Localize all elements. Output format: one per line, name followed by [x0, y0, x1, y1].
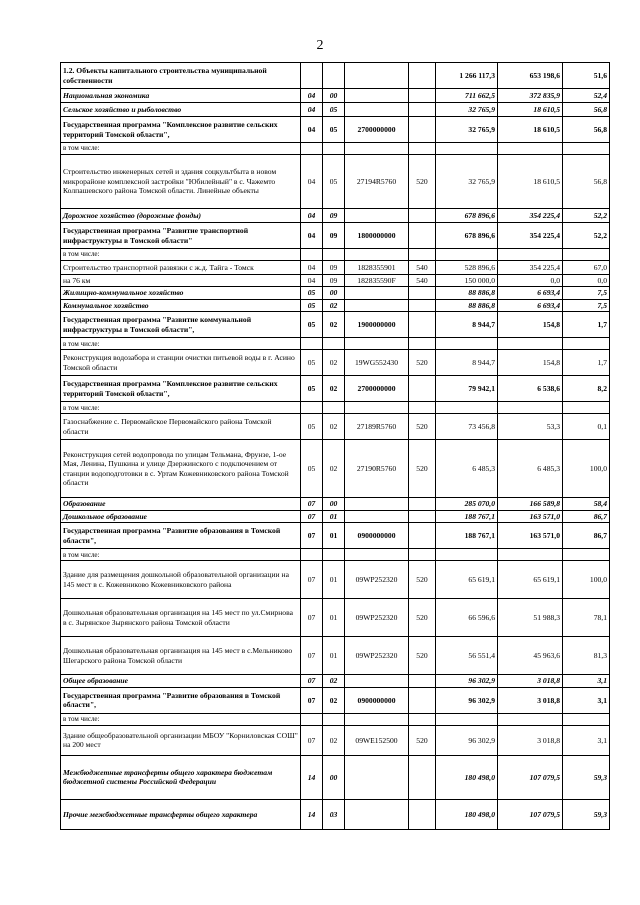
target-article-cell — [345, 549, 409, 561]
actual-amount-cell: 6 693,4 — [498, 287, 563, 299]
plan-amount-cell: 32 765,9 — [436, 155, 498, 209]
actual-amount-cell: 354 225,4 — [498, 223, 563, 249]
row-name-cell: Коммунальное хозяйство — [61, 299, 301, 311]
plan-amount-cell — [436, 249, 498, 261]
percent-cell: 51,6 — [563, 63, 610, 89]
section-code-cell: 07 — [301, 637, 323, 675]
target-article-cell — [345, 287, 409, 299]
subsection-code-cell: 09 — [323, 275, 345, 287]
plan-amount-cell: 66 596,6 — [436, 599, 498, 637]
row-name-cell: Дошкольная образовательная организация на 145 мест по ул.Смирнова в с. Зырянское Зырянского района Томской области — [61, 599, 301, 637]
plan-amount-cell: 79 942,1 — [436, 376, 498, 402]
section-code-cell: 04 — [301, 155, 323, 209]
table-row — [61, 299, 610, 311]
plan-amount-cell: 65 619,1 — [436, 561, 498, 599]
percent-cell — [563, 249, 610, 261]
subsection-code-cell — [323, 402, 345, 414]
expense-type-cell: 520 — [409, 725, 436, 755]
actual-amount-cell — [498, 549, 563, 561]
percent-cell: 3,1 — [563, 675, 610, 687]
row-name-cell: на 76 км — [61, 275, 301, 287]
actual-amount-cell: 18 610,5 — [498, 103, 563, 117]
percent-cell: 67,0 — [563, 261, 610, 275]
actual-amount-cell: 6 538,6 — [498, 376, 563, 402]
plan-amount-cell — [436, 338, 498, 350]
target-article-cell: 27194R5760 — [345, 155, 409, 209]
section-code-cell — [301, 549, 323, 561]
actual-amount-cell: 3 018,8 — [498, 675, 563, 687]
expense-type-cell: 520 — [409, 350, 436, 376]
actual-amount-cell: 354 225,4 — [498, 209, 563, 223]
section-code-cell: 05 — [301, 414, 323, 440]
percent-cell: 56,8 — [563, 117, 610, 143]
subsection-code-cell: 02 — [323, 725, 345, 755]
expense-type-cell — [409, 143, 436, 155]
section-code-cell: 07 — [301, 498, 323, 510]
section-code-cell: 14 — [301, 799, 323, 829]
percent-cell: 58,4 — [563, 498, 610, 510]
section-code-cell: 14 — [301, 755, 323, 799]
section-code-cell — [301, 143, 323, 155]
target-article-cell: 09WP252320 — [345, 637, 409, 675]
expense-type-cell: 540 — [409, 275, 436, 287]
percent-cell — [563, 549, 610, 561]
table-row — [61, 755, 610, 799]
percent-cell: 100,0 — [563, 561, 610, 599]
actual-amount-cell: 6 485,3 — [498, 440, 563, 498]
expense-type-cell: 520 — [409, 440, 436, 498]
plan-amount-cell: 6 485,3 — [436, 440, 498, 498]
percent-cell: 52,2 — [563, 223, 610, 249]
target-article-cell: 1828355901 — [345, 261, 409, 275]
plan-amount-cell: 8 944,7 — [436, 350, 498, 376]
target-article-cell — [345, 209, 409, 223]
plan-amount-cell: 8 944,7 — [436, 312, 498, 338]
table-row — [61, 523, 610, 549]
row-name-cell: Государственная программа "Развитие образования в Томской области", — [61, 523, 301, 549]
expense-type-cell — [409, 510, 436, 522]
target-article-cell: 09WE152500 — [345, 725, 409, 755]
actual-amount-cell: 3 018,8 — [498, 687, 563, 713]
expense-type-cell — [409, 287, 436, 299]
target-article-cell: 0900000000 — [345, 523, 409, 549]
section-code-cell: 05 — [301, 299, 323, 311]
subsection-code-cell: 00 — [323, 498, 345, 510]
actual-amount-cell: 166 589,8 — [498, 498, 563, 510]
expense-type-cell: 520 — [409, 599, 436, 637]
section-code-cell — [301, 713, 323, 725]
plan-amount-cell — [436, 713, 498, 725]
row-name-cell: Здание для размещения дошкольной образовательной организации на 145 мест в с. Кожевниково Кожевниковского района — [61, 561, 301, 599]
section-code-cell: 07 — [301, 523, 323, 549]
row-name-cell: Дошкольное образование — [61, 510, 301, 522]
table-row — [61, 63, 610, 89]
target-article-cell — [345, 63, 409, 89]
section-code-cell — [301, 249, 323, 261]
percent-cell: 52,2 — [563, 209, 610, 223]
actual-amount-cell — [498, 249, 563, 261]
expense-type-cell: 540 — [409, 261, 436, 275]
target-article-cell — [345, 713, 409, 725]
actual-amount-cell: 163 571,0 — [498, 510, 563, 522]
actual-amount-cell: 6 693,4 — [498, 299, 563, 311]
expense-type-cell — [409, 249, 436, 261]
percent-cell: 81,3 — [563, 637, 610, 675]
subsection-code-cell: 09 — [323, 261, 345, 275]
row-name-cell: в том числе: — [61, 402, 301, 414]
plan-amount-cell: 1 266 117,3 — [436, 63, 498, 89]
percent-cell: 78,1 — [563, 599, 610, 637]
row-name-cell: Общее образование — [61, 675, 301, 687]
expense-type-cell — [409, 498, 436, 510]
target-article-cell — [345, 103, 409, 117]
section-code-cell: 05 — [301, 350, 323, 376]
subsection-code-cell: 05 — [323, 117, 345, 143]
plan-amount-cell — [436, 402, 498, 414]
plan-amount-cell: 285 070,0 — [436, 498, 498, 510]
expense-type-cell — [409, 338, 436, 350]
expense-type-cell — [409, 223, 436, 249]
target-article-cell: 1900000000 — [345, 312, 409, 338]
subsection-code-cell: 02 — [323, 376, 345, 402]
percent-cell: 56,8 — [563, 155, 610, 209]
actual-amount-cell: 45 963,6 — [498, 637, 563, 675]
section-code-cell: 07 — [301, 599, 323, 637]
actual-amount-cell: 154,8 — [498, 350, 563, 376]
actual-amount-cell: 18 610,5 — [498, 155, 563, 209]
subsection-code-cell: 02 — [323, 687, 345, 713]
section-code-cell: 04 — [301, 103, 323, 117]
row-name-cell: 1.2. Объекты капитального строительства муниципальной собственности — [61, 63, 301, 89]
expense-type-cell — [409, 523, 436, 549]
actual-amount-cell: 3 018,8 — [498, 725, 563, 755]
table-row — [61, 275, 610, 287]
expense-type-cell — [409, 799, 436, 829]
target-article-cell: 09WP252320 — [345, 599, 409, 637]
percent-cell: 59,3 — [563, 799, 610, 829]
subsection-code-cell: 01 — [323, 510, 345, 522]
actual-amount-cell: 107 079,5 — [498, 755, 563, 799]
table-row — [61, 287, 610, 299]
expense-type-cell — [409, 376, 436, 402]
plan-amount-cell: 96 302,9 — [436, 725, 498, 755]
plan-amount-cell: 88 886,8 — [436, 287, 498, 299]
table-row — [61, 376, 610, 402]
table-row — [61, 117, 610, 143]
subsection-code-cell: 05 — [323, 155, 345, 209]
target-article-cell — [345, 498, 409, 510]
row-name-cell: Государственная программа "Комплексное развитие сельских территорий Томской области", — [61, 117, 301, 143]
plan-amount-cell — [436, 143, 498, 155]
expense-type-cell — [409, 312, 436, 338]
row-name-cell: Здание общеобразовательной организации МБОУ "Корниловская СОШ" на 200 мест — [61, 725, 301, 755]
subsection-code-cell: 01 — [323, 523, 345, 549]
target-article-cell: 0900000000 — [345, 687, 409, 713]
plan-amount-cell: 96 302,9 — [436, 675, 498, 687]
section-code-cell: 05 — [301, 376, 323, 402]
target-article-cell: 09WP252320 — [345, 561, 409, 599]
plan-amount-cell: 73 456,8 — [436, 414, 498, 440]
table-row — [61, 223, 610, 249]
plan-amount-cell: 188 767,1 — [436, 523, 498, 549]
actual-amount-cell: 163 571,0 — [498, 523, 563, 549]
plan-amount-cell: 188 767,1 — [436, 510, 498, 522]
table-row — [61, 143, 610, 155]
table-row — [61, 713, 610, 725]
table-row — [61, 249, 610, 261]
plan-amount-cell: 32 765,9 — [436, 117, 498, 143]
row-name-cell: Государственная программа "Комплексное развитие сельских территорий Томской области", — [61, 376, 301, 402]
table-row — [61, 599, 610, 637]
section-code-cell: 07 — [301, 687, 323, 713]
percent-cell: 0,0 — [563, 275, 610, 287]
section-code-cell: 07 — [301, 675, 323, 687]
actual-amount-cell — [498, 713, 563, 725]
subsection-code-cell — [323, 63, 345, 89]
actual-amount-cell — [498, 402, 563, 414]
row-name-cell: Государственная программа "Развитие транспортной инфраструктуры в Томской области" — [61, 223, 301, 249]
expense-type-cell — [409, 103, 436, 117]
subsection-code-cell: 02 — [323, 312, 345, 338]
target-article-cell — [345, 338, 409, 350]
target-article-cell — [345, 143, 409, 155]
actual-amount-cell: 0,0 — [498, 275, 563, 287]
expense-type-cell — [409, 755, 436, 799]
table-row — [61, 725, 610, 755]
plan-amount-cell: 96 302,9 — [436, 687, 498, 713]
percent-cell: 3,1 — [563, 725, 610, 755]
page-number: 2 — [316, 38, 324, 53]
percent-cell: 86,7 — [563, 510, 610, 522]
row-name-cell: Дошкольная образовательная организация на 145 мест в с.Мельниково Шегарского района Томской области — [61, 637, 301, 675]
target-article-cell: 2700000000 — [345, 117, 409, 143]
subsection-code-cell: 01 — [323, 561, 345, 599]
table-row — [61, 414, 610, 440]
actual-amount-cell: 65 619,1 — [498, 561, 563, 599]
expense-type-cell — [409, 675, 436, 687]
section-code-cell: 05 — [301, 312, 323, 338]
target-article-cell: 1800000000 — [345, 223, 409, 249]
row-name-cell: Строительство транспортной развязки с ж.д. Тайга - Томск — [61, 261, 301, 275]
table-row — [61, 209, 610, 223]
table-row — [61, 350, 610, 376]
percent-cell: 7,5 — [563, 287, 610, 299]
budget-table — [60, 62, 610, 830]
percent-cell: 0,1 — [563, 414, 610, 440]
subsection-code-cell: 03 — [323, 799, 345, 829]
percent-cell: 7,5 — [563, 299, 610, 311]
expense-type-cell — [409, 299, 436, 311]
expense-type-cell — [409, 713, 436, 725]
table-row — [61, 675, 610, 687]
table-row — [61, 799, 610, 829]
plan-amount-cell: 88 886,8 — [436, 299, 498, 311]
row-name-cell: Межбюджетные трансферты общего характера бюджетам бюджетной системы Российской Федерации — [61, 755, 301, 799]
actual-amount-cell: 653 198,6 — [498, 63, 563, 89]
row-name-cell: в том числе: — [61, 549, 301, 561]
percent-cell: 1,7 — [563, 350, 610, 376]
expense-type-cell: 520 — [409, 637, 436, 675]
section-code-cell: 07 — [301, 725, 323, 755]
actual-amount-cell: 354 225,4 — [498, 261, 563, 275]
table-row — [61, 155, 610, 209]
row-name-cell: Дорожное хозяйство (дорожные фонды) — [61, 209, 301, 223]
section-code-cell — [301, 402, 323, 414]
percent-cell: 56,8 — [563, 103, 610, 117]
expense-type-cell — [409, 209, 436, 223]
table-row — [61, 498, 610, 510]
section-code-cell: 07 — [301, 561, 323, 599]
row-name-cell: Образование — [61, 498, 301, 510]
table-row — [61, 312, 610, 338]
section-code-cell: 04 — [301, 117, 323, 143]
subsection-code-cell: 02 — [323, 350, 345, 376]
table-row — [61, 402, 610, 414]
row-name-cell: в том числе: — [61, 713, 301, 725]
target-article-cell: 27190R5760 — [345, 440, 409, 498]
target-article-cell — [345, 89, 409, 103]
section-code-cell: 05 — [301, 287, 323, 299]
target-article-cell — [345, 249, 409, 261]
row-name-cell: Государственная программа "Развитие коммунальной инфраструктуры в Томской области", — [61, 312, 301, 338]
actual-amount-cell — [498, 143, 563, 155]
actual-amount-cell: 51 988,3 — [498, 599, 563, 637]
row-name-cell: Прочие межбюджетные трансферты общего характера — [61, 799, 301, 829]
expense-type-cell — [409, 549, 436, 561]
expense-type-cell: 520 — [409, 561, 436, 599]
subsection-code-cell: 02 — [323, 299, 345, 311]
table-row — [61, 510, 610, 522]
plan-amount-cell: 711 662,5 — [436, 89, 498, 103]
subsection-code-cell: 09 — [323, 223, 345, 249]
subsection-code-cell: 05 — [323, 103, 345, 117]
plan-amount-cell: 528 896,6 — [436, 261, 498, 275]
row-name-cell: Газоснабжение с. Первомайское Первомайского района Томской области — [61, 414, 301, 440]
expense-type-cell: 520 — [409, 414, 436, 440]
actual-amount-cell — [498, 338, 563, 350]
plan-amount-cell: 56 551,4 — [436, 637, 498, 675]
percent-cell — [563, 338, 610, 350]
target-article-cell — [345, 675, 409, 687]
plan-amount-cell: 150 000,0 — [436, 275, 498, 287]
subsection-code-cell: 01 — [323, 599, 345, 637]
subsection-code-cell: 00 — [323, 287, 345, 299]
actual-amount-cell: 18 610,5 — [498, 117, 563, 143]
row-name-cell: в том числе: — [61, 338, 301, 350]
table-row — [61, 637, 610, 675]
table-row — [61, 338, 610, 350]
expense-type-cell — [409, 117, 436, 143]
table-row — [61, 261, 610, 275]
expense-type-cell — [409, 63, 436, 89]
percent-cell: 52,4 — [563, 89, 610, 103]
actual-amount-cell: 154,8 — [498, 312, 563, 338]
table-row — [61, 89, 610, 103]
target-article-cell — [345, 299, 409, 311]
target-article-cell: 182835590F — [345, 275, 409, 287]
section-code-cell — [301, 338, 323, 350]
section-code-cell: 04 — [301, 223, 323, 249]
table-row — [61, 440, 610, 498]
section-code-cell: 04 — [301, 275, 323, 287]
percent-cell: 8,2 — [563, 376, 610, 402]
actual-amount-cell: 107 079,5 — [498, 799, 563, 829]
row-name-cell: Сельское хозяйство и рыболовство — [61, 103, 301, 117]
subsection-code-cell — [323, 713, 345, 725]
percent-cell: 59,3 — [563, 755, 610, 799]
section-code-cell: 04 — [301, 209, 323, 223]
target-article-cell — [345, 755, 409, 799]
target-article-cell — [345, 510, 409, 522]
plan-amount-cell — [436, 549, 498, 561]
section-code-cell — [301, 63, 323, 89]
target-article-cell: 2700000000 — [345, 376, 409, 402]
plan-amount-cell: 32 765,9 — [436, 103, 498, 117]
subsection-code-cell — [323, 249, 345, 261]
percent-cell — [563, 143, 610, 155]
subsection-code-cell: 02 — [323, 414, 345, 440]
target-article-cell — [345, 799, 409, 829]
expense-type-cell — [409, 687, 436, 713]
percent-cell: 86,7 — [563, 523, 610, 549]
expense-type-cell: 520 — [409, 155, 436, 209]
table-row — [61, 549, 610, 561]
actual-amount-cell: 53,3 — [498, 414, 563, 440]
subsection-code-cell: 00 — [323, 755, 345, 799]
row-name-cell: Национальная экономика — [61, 89, 301, 103]
target-article-cell: 19WG552430 — [345, 350, 409, 376]
percent-cell: 100,0 — [563, 440, 610, 498]
subsection-code-cell — [323, 549, 345, 561]
expense-type-cell — [409, 89, 436, 103]
percent-cell: 3,1 — [563, 687, 610, 713]
section-code-cell: 07 — [301, 510, 323, 522]
plan-amount-cell: 678 896,6 — [436, 223, 498, 249]
plan-amount-cell: 180 498,0 — [436, 799, 498, 829]
subsection-code-cell: 09 — [323, 209, 345, 223]
table-row — [61, 103, 610, 117]
subsection-code-cell: 02 — [323, 440, 345, 498]
table-row — [61, 687, 610, 713]
expense-type-cell — [409, 402, 436, 414]
actual-amount-cell: 372 835,9 — [498, 89, 563, 103]
section-code-cell: 04 — [301, 89, 323, 103]
table-row — [61, 561, 610, 599]
target-article-cell: 27189R5760 — [345, 414, 409, 440]
plan-amount-cell: 180 498,0 — [436, 755, 498, 799]
subsection-code-cell: 01 — [323, 637, 345, 675]
target-article-cell — [345, 402, 409, 414]
percent-cell — [563, 713, 610, 725]
row-name-cell: Реконструкция сетей водопровода по улицам Тельмана, Фрунзе, 1-ое Мая, Ленина, Пушкина и улице Дзержинского с подключением от станции водоподготовки в с. Уртам Кожевниковского района Томской области — [61, 440, 301, 498]
row-name-cell: Государственная программа "Развитие образования в Томской области", — [61, 687, 301, 713]
subsection-code-cell — [323, 338, 345, 350]
percent-cell: 1,7 — [563, 312, 610, 338]
section-code-cell: 04 — [301, 261, 323, 275]
section-code-cell: 05 — [301, 440, 323, 498]
subsection-code-cell — [323, 143, 345, 155]
percent-cell — [563, 402, 610, 414]
row-name-cell: Жилищно-коммунальное хозяйство — [61, 287, 301, 299]
row-name-cell: в том числе: — [61, 249, 301, 261]
subsection-code-cell: 00 — [323, 89, 345, 103]
row-name-cell: в том числе: — [61, 143, 301, 155]
plan-amount-cell: 678 896,6 — [436, 209, 498, 223]
row-name-cell: Строительство инженерных сетей и здания соцкультбыта в новом микрорайоне комплексной застройки "Юбилейный" в с. Чажемто Колпашевского района Томской области. Линейные объекты — [61, 155, 301, 209]
subsection-code-cell: 02 — [323, 675, 345, 687]
row-name-cell: Реконструкция водозабора и станции очистки питьевой воды в г. Асино Томской области — [61, 350, 301, 376]
